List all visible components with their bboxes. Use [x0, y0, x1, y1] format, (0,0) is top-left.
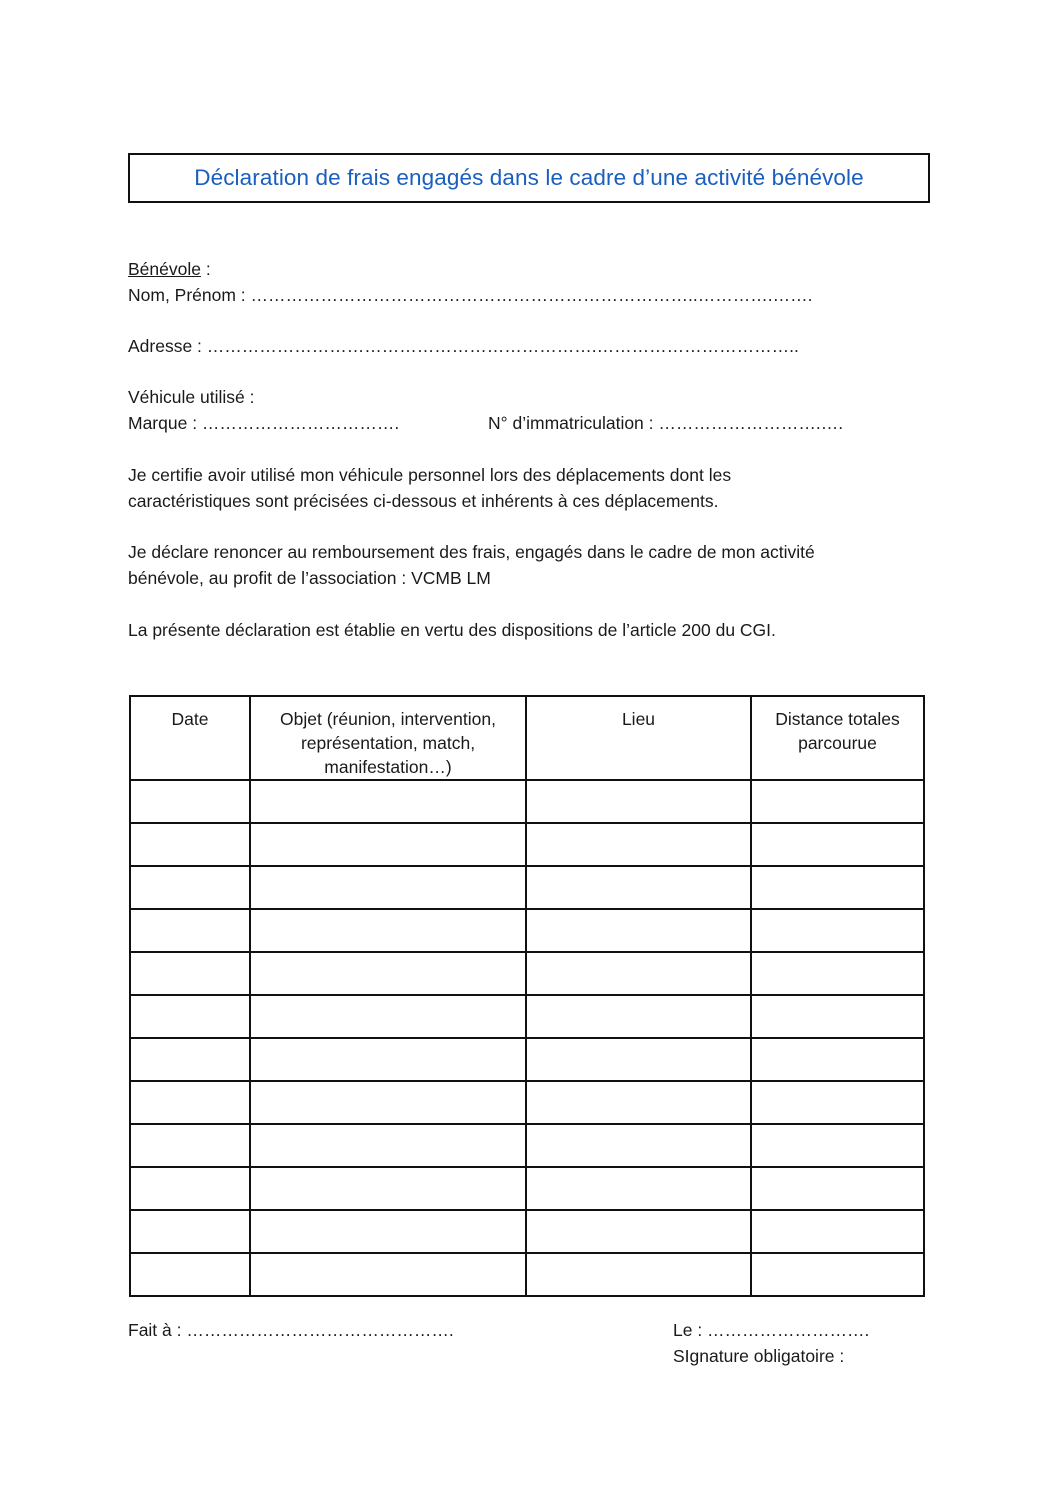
distance-cell[interactable]: [751, 866, 924, 909]
date-cell[interactable]: [130, 995, 250, 1038]
objet-cell[interactable]: [250, 1038, 526, 1081]
renonce-line-1: Je déclare renoncer au remboursement des frais, engagés dans le cadre de mon activité: [128, 542, 815, 562]
date-cell[interactable]: [130, 1167, 250, 1210]
objet-cell[interactable]: [250, 909, 526, 952]
certifie-line-2: caractéristiques sont précisées ci-dessous et inhérents à ces déplacements.: [128, 491, 719, 511]
header-objet: Objet (réunion, intervention, représentation, match, manifestation…): [250, 696, 526, 780]
date-cell[interactable]: [130, 952, 250, 995]
lieu-cell[interactable]: [526, 995, 751, 1038]
objet-cell[interactable]: [250, 1081, 526, 1124]
table-row: [130, 1081, 924, 1124]
nom-prenom-field[interactable]: Nom, Prénom : …………………………………………………………………..………….…….: [128, 285, 813, 305]
distance-cell[interactable]: [751, 909, 924, 952]
lieu-cell[interactable]: [526, 909, 751, 952]
table-row: [130, 823, 924, 866]
distance-cell[interactable]: [751, 1210, 924, 1253]
header-lieu: Lieu: [526, 696, 751, 780]
distance-cell[interactable]: [751, 1167, 924, 1210]
table-row: [130, 995, 924, 1038]
distance-cell[interactable]: [751, 952, 924, 995]
title-box: [128, 153, 930, 203]
distance-cell[interactable]: [751, 995, 924, 1038]
objet-cell[interactable]: [250, 780, 526, 823]
date-field[interactable]: Le : ……………………….: [673, 1320, 870, 1340]
objet-cell[interactable]: [250, 866, 526, 909]
date-cell[interactable]: [130, 1038, 250, 1081]
table-row: [130, 1253, 924, 1296]
header-date: Date: [130, 696, 250, 780]
lieu-cell[interactable]: [526, 1124, 751, 1167]
table-row: [130, 1167, 924, 1210]
benevole-label: Bénévole: [128, 259, 201, 279]
date-cell[interactable]: [130, 780, 250, 823]
table-body: [130, 780, 924, 1296]
distance-cell[interactable]: [751, 1253, 924, 1296]
signature-label: SIgnature obligatoire :: [673, 1346, 845, 1366]
table-row: [130, 1124, 924, 1167]
table-header-row: [130, 696, 924, 780]
table-row: [130, 866, 924, 909]
header-distance: Distance totales parcourue: [751, 696, 924, 780]
article-line: La présente déclaration est établie en vertu des dispositions de l’article 200 du CGI.: [128, 620, 776, 640]
lieu-cell[interactable]: [526, 1253, 751, 1296]
marque-field[interactable]: Marque : …………………………….: [128, 413, 400, 433]
date-cell[interactable]: [130, 1253, 250, 1296]
distance-cell[interactable]: [751, 823, 924, 866]
table-row: [130, 1038, 924, 1081]
date-cell[interactable]: [130, 1124, 250, 1167]
table-row: [130, 909, 924, 952]
lieu-cell[interactable]: [526, 780, 751, 823]
vehicule-heading: Véhicule utilisé :: [128, 387, 255, 407]
objet-cell[interactable]: [250, 995, 526, 1038]
lieu-cell[interactable]: [526, 1210, 751, 1253]
objet-cell[interactable]: [250, 1167, 526, 1210]
objet-cell[interactable]: [250, 823, 526, 866]
fait-a-field[interactable]: Fait à : ……………………………………….: [128, 1320, 454, 1340]
date-cell[interactable]: [130, 1081, 250, 1124]
objet-cell[interactable]: [250, 1253, 526, 1296]
date-cell[interactable]: [130, 909, 250, 952]
benevole-label-suffix: :: [200, 259, 211, 279]
table-row: [130, 952, 924, 995]
objet-cell[interactable]: [250, 1210, 526, 1253]
date-cell[interactable]: [130, 866, 250, 909]
lieu-cell[interactable]: [526, 823, 751, 866]
date-cell[interactable]: [130, 1210, 250, 1253]
objet-cell[interactable]: [250, 952, 526, 995]
distance-cell[interactable]: [751, 1038, 924, 1081]
renonce-line-2: bénévole, au profit de l’association : VCMB LM: [128, 568, 491, 588]
table-row: [130, 1210, 924, 1253]
immatriculation-field[interactable]: N° d’immatriculation : ……………………….….: [488, 413, 844, 433]
frais-table: [129, 695, 925, 1297]
table-row: [130, 780, 924, 823]
lieu-cell[interactable]: [526, 866, 751, 909]
lieu-cell[interactable]: [526, 1038, 751, 1081]
distance-cell[interactable]: [751, 1124, 924, 1167]
objet-cell[interactable]: [250, 1124, 526, 1167]
benevole-heading: [128, 256, 211, 282]
adresse-field[interactable]: Adresse : ………………………………………………………….……………………………..: [128, 336, 799, 356]
distance-cell[interactable]: [751, 780, 924, 823]
lieu-cell[interactable]: [526, 952, 751, 995]
certifie-line-1: Je certifie avoir utilisé mon véhicule personnel lors des déplacements dont les: [128, 465, 732, 485]
date-cell[interactable]: [130, 823, 250, 866]
document-title: Déclaration de frais engagés dans le cadre d’une activité bénévole: [194, 165, 864, 190]
lieu-cell[interactable]: [526, 1167, 751, 1210]
distance-cell[interactable]: [751, 1081, 924, 1124]
lieu-cell[interactable]: [526, 1081, 751, 1124]
